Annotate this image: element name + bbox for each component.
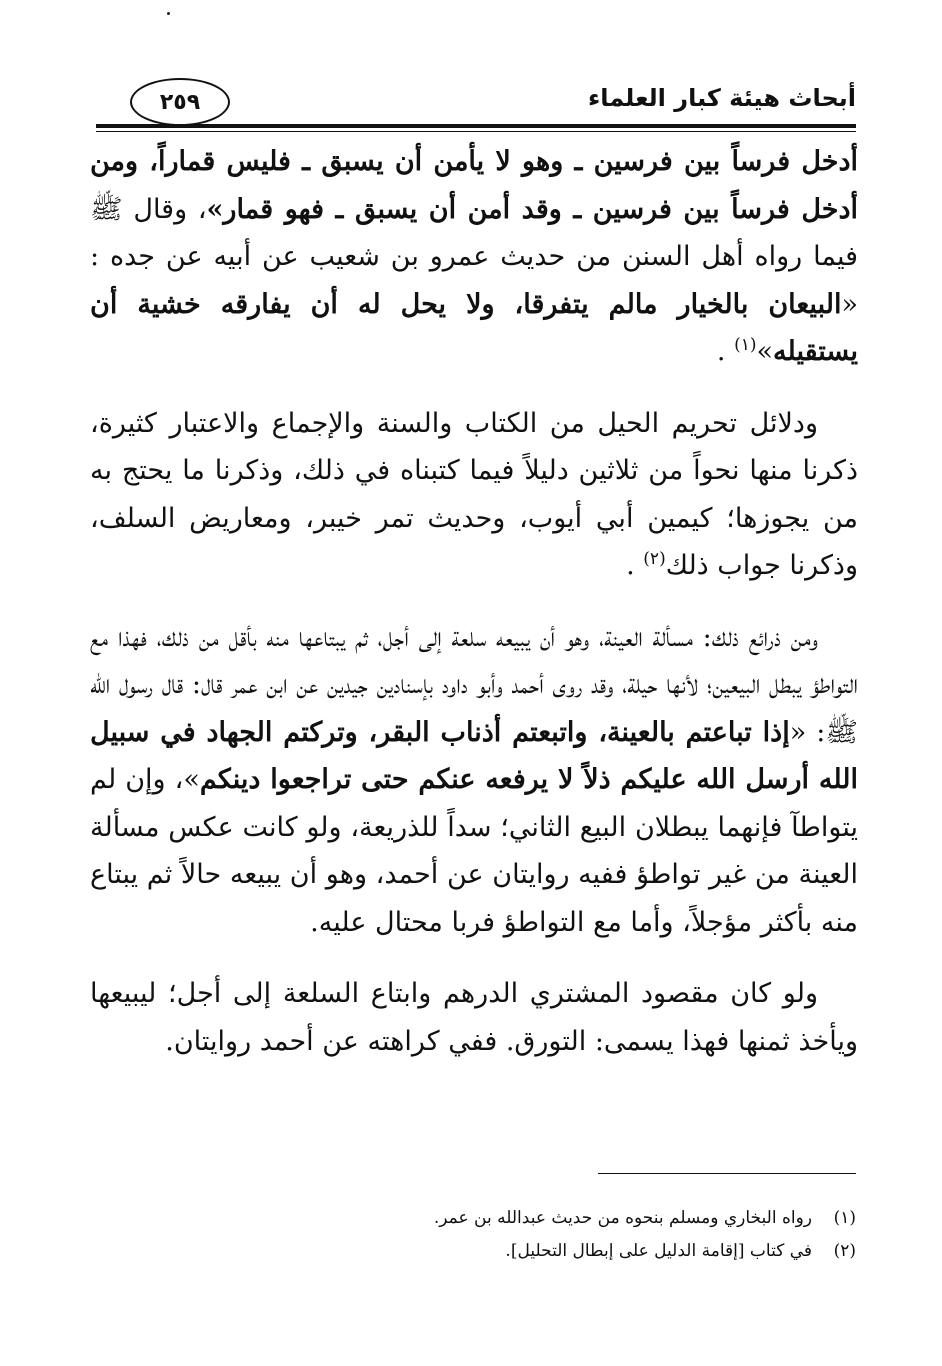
paragraph-4: [90, 970, 858, 1065]
paragraph-text: .: [716, 336, 735, 367]
footnote-2: [300, 1235, 856, 1268]
hadith-text: إذا تباعتم بالعينة، واتبعتم أذناب البقر، وتركتم الجهاد في سبيل الله أرسل الله عليكم ذلاً لا يرفعه عنكم حتى تراجعوا دينكم: [90, 716, 858, 795]
paragraph-text: »، وإن لم يتواطآ فإنهما يبطلان البيع الثاني؛ سداً للذريعة، ولو كانت عكس مسألة العينة من غير تواطؤ ففيه روايتان عن أحمد، وهو أن يبيعه حالاً ثم يبتاع منه بأكثر مؤجلاً، وأما مع التواطؤ فربا محتال عليه.: [90, 764, 858, 938]
paragraph-text: ، وقال ﷺ فيما رواه أهل السنن من حديث عمرو بن شعيب عن أبيه عن جده : «: [90, 193, 858, 320]
footnote-1: [300, 1202, 856, 1235]
page-number: ٢٥٩: [130, 78, 230, 126]
page-header: [96, 72, 856, 132]
main-text: [90, 138, 858, 1065]
hadith-text: البيعان بالخيار مالم يتفرقا، ولا يحل له أن يفارقه خشية أن يستقيله: [90, 288, 858, 367]
footnotes: [300, 1202, 856, 1268]
paragraph-text: ولو كان مقصود المشتري الدرهم وابتاع السلعة إلى أجل؛ ليبيعها ويأخذ ثمنها فهذا يسمى: التورق. ففي كراهته عن أحمد روايتان.: [90, 978, 858, 1057]
footnote-text: رواه البخاري ومسلم بنحوه من حديث عبدالله بن عمر.: [433, 1208, 812, 1228]
footnote-rule: [598, 1173, 856, 1174]
footnote-ref: (٢): [643, 549, 666, 569]
paragraph-3: [90, 614, 858, 947]
scan-speck: [167, 12, 170, 15]
header-rule-thin: [96, 131, 856, 132]
footnote-number: (٢): [833, 1241, 856, 1261]
hadith-text: أدخل فرساً بين فرسين ـ وهو لا يأمن أن يسبق ـ فليس قماراً، ومن أدخل فرساً بين فرسين ـ وقد أمن أن يسبق ـ فهو قمار»: [90, 146, 858, 225]
paragraph-text: ودلائل تحريم الحيل من الكتاب والسنة والإجماع والاعتبار كثيرة، ذكرنا منها نحواً من ثلاثين دليلاً فيما كتبناه في ذلك، وذكرنا ما يحتج به من يجوزها؛ كيمين أبي أيوب، وحديث تمر خيبر، ومعاريض السلف، وذكرنا جواب ذلك: [90, 407, 858, 581]
paragraph-1: [90, 138, 858, 376]
running-title: أبحاث هيئة كبار العلماء: [587, 84, 856, 112]
footnote-ref: (١): [734, 335, 757, 355]
footnote-number: (١): [833, 1208, 856, 1228]
paragraph-2: [90, 400, 858, 590]
footnote-text: في كتاب [إقامة الدليل على إبطال التحليل].: [505, 1241, 812, 1261]
header-rule: [96, 124, 856, 128]
quote-mark: »: [756, 336, 774, 367]
paragraph-text: .: [626, 550, 644, 581]
paragraph-text: ومن ذرائع ذلك: مسألة العينة، وهو أن يبيعه سلعة إلى أجل، ثم يبتاعها منه بأقل من ذلك، فهذا مع التواطؤ يبطل البيعين؛ لأنها حيلة، وقد روى أحمد وأبو داود بإسنادين جيدين عن ابن عمر قال: قال رسول الله ﷺ: «: [90, 621, 858, 748]
